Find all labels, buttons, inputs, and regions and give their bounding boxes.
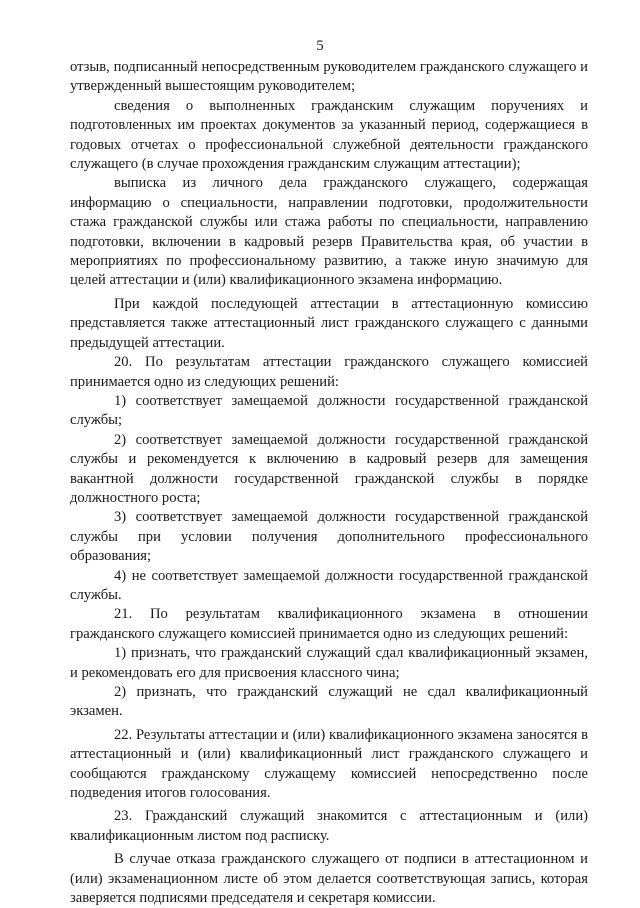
document-body — [70, 58, 588, 908]
paragraph-review: отзыв, подписанный непосредственным руководителем гражданского служащего и утвержденный вышестоящим руководителем; — [70, 59, 588, 95]
paragraph-personal-file-extract: выписка из личного дела гражданского служащего, содержащая информацию о специальности, направлении подготовки, продолжительности стажа гражданской службы или стажа работы по специальности, направлению подготовки, включении в кадровый резерв Правительства края, об участии в мероприятиях по профессиональному развитию, а также иную значимую для целей аттестации и (или) квалификационного экзамена информацию. — [70, 175, 588, 289]
page-number: 5 — [316, 38, 324, 54]
paragraph-item-23: 23. Гражданский служащий знакомится с аттестационным и (или) квалификационным листом под расписку. — [70, 808, 588, 844]
paragraph-decision-3: 3) соответствует замещаемой должности государственной гражданской службы при условии получения дополнительного профессионального образования; — [70, 509, 588, 565]
paragraph-exam-decision-2: 2) признать, что гражданский служащий не сдал квалификационный экзамен. — [70, 684, 588, 720]
paragraph-subsequent-attestation: При каждой последующей аттестации в аттестационную комиссию представляется также аттестационный лист гражданского служащего с данными предыдущей аттестации. — [70, 295, 588, 351]
paragraph-decision-1: 1) соответствует замещаемой должности государственной гражданской службы; — [70, 392, 588, 429]
paragraph-assignments-info: сведения о выполненных гражданским служащим поручениях и подготовленных им проектах документов за указанный период, содержащиеся в годовых отчетах о профессиональной служебной деятельности гражданского служащего (в случае прохождения гражданским служащим аттестации); — [70, 97, 588, 173]
paragraph-decision-2: 2) соответствует замещаемой должности государственной гражданской службы и рекомендуется к включению в кадровый резерв для замещения вакантной должности государственной гражданской службы в порядке должностного роста; — [70, 431, 588, 506]
paragraph-decision-4: 4) не соответствует замещаемой должности государственной гражданской службы. — [70, 567, 588, 603]
paragraph-item-20: 20. По результатам аттестации гражданского служащего комиссией принимается одно из следующих решений: — [70, 354, 588, 390]
paragraph-exam-decision-1: 1) признать, что гражданский служащий сдал квалификационный экзамен, и рекомендовать его для присвоения классного чина; — [70, 645, 588, 681]
paragraph-item-22: 22. Результаты аттестации и (или) квалификационного экзамена заносятся в аттестационный и (или) квалификационный лист гражданского служащего и сообщаются гражданскому служащему комиссией непосредственно после подведения итогов голосования. — [70, 726, 588, 802]
paragraph-item-21: 21. По результатам квалификационного экзамена в отношении гражданского служащего комиссией принимается одно из следующих решений: — [70, 606, 588, 642]
paragraph-refusal: В случае отказа гражданского служащего от подписи в аттестационном и (или) экзаменационном листе об этом делается соответствующая запись, которая заверяется подписями председателя и секретаря комиссии. — [70, 851, 588, 907]
